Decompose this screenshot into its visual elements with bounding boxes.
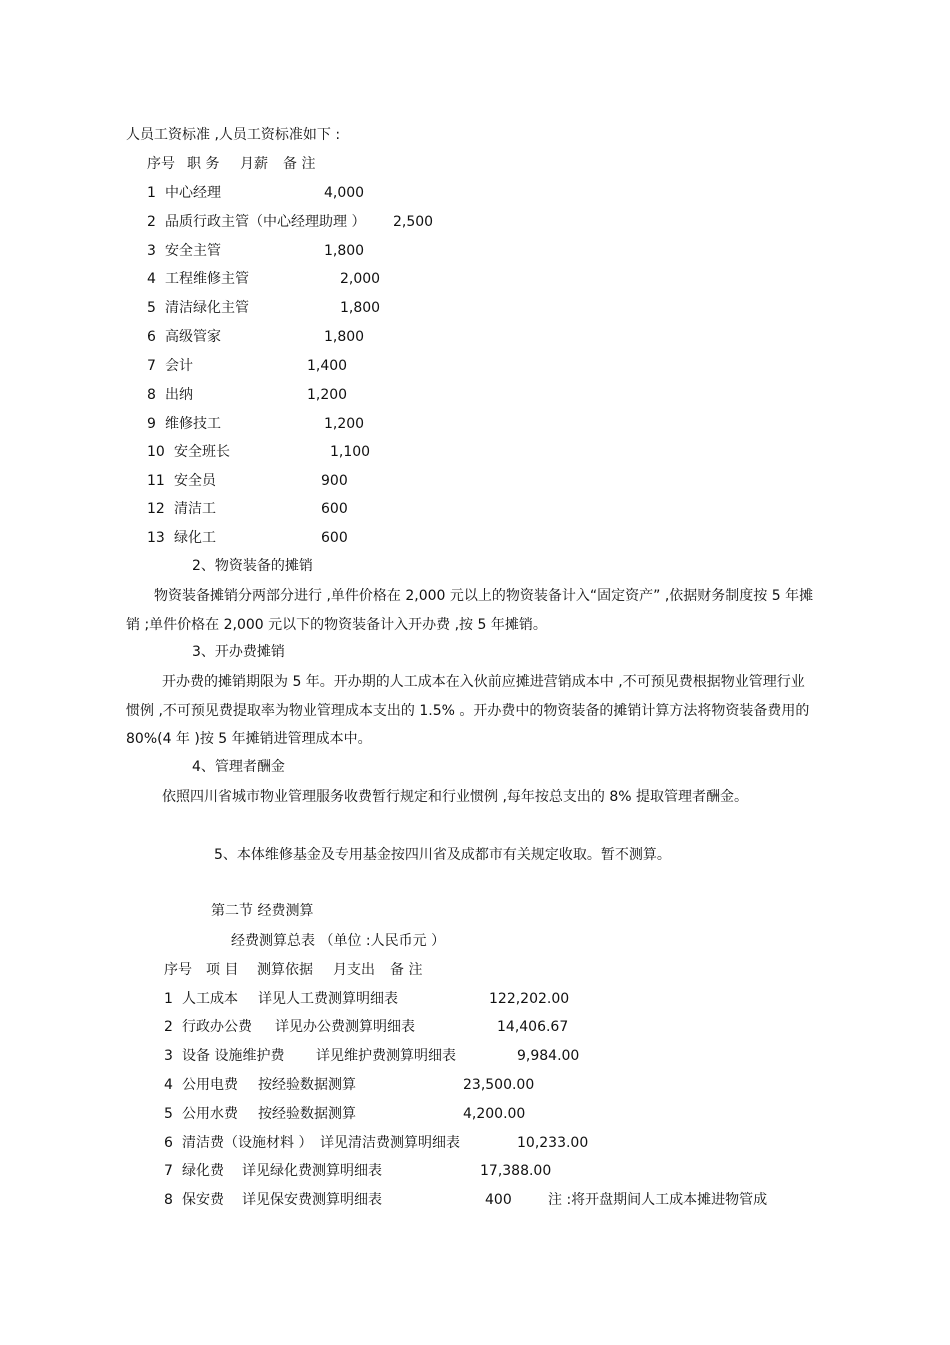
salary-row-pay: 1,800 xyxy=(324,243,365,259)
cost-row-basis: 按经验数据测算 xyxy=(258,1106,356,1122)
cost-header-note: 备 注 xyxy=(390,962,423,978)
salary-row-pay: 1,200 xyxy=(307,387,348,403)
salary-header-pay: 月薪 xyxy=(240,156,268,172)
cost-row-item: 清洁费（设施材料 ） xyxy=(182,1135,313,1151)
section-body: 物资装备摊销分两部分进行 ,单件价格在 2,000 元以上的物资装备计入“固定资产” ,依据财务制度按 5 年摊销 ;单件价格在 2,000 元以下的物资装备计入开办费 ,按 5 年摊销。 xyxy=(126,588,814,633)
cost-row-amount: 122,202.00 xyxy=(489,991,570,1007)
cost-row-item: 行政办公费 xyxy=(182,1019,252,1035)
cost-row-note: 注 :将开盘期间人工成本摊进物管成 xyxy=(548,1192,768,1208)
salary-row-post: 清洁绿化主管 xyxy=(165,300,249,316)
salary-row-pay: 1,800 xyxy=(340,300,381,316)
cost-row-item: 公用电费 xyxy=(182,1077,238,1093)
salary-row-no: 11 xyxy=(147,473,165,489)
cost-row-amount: 400 xyxy=(485,1192,512,1208)
section-heading: 2、物资装备的摊销 xyxy=(192,558,313,574)
salary-row-post: 安全员 xyxy=(174,473,216,489)
cost-row-item: 保安费 xyxy=(182,1192,224,1208)
salary-row-no: 4 xyxy=(147,271,156,287)
section-heading: 3、开办费摊销 xyxy=(192,644,285,660)
salary-row-post: 出纳 xyxy=(165,387,193,403)
cost-row-no: 4 xyxy=(164,1077,173,1093)
cost-row-basis: 详见绿化费测算明细表 xyxy=(242,1163,382,1179)
salary-intro: 人员工资标准 ,人员工资标准如下 : xyxy=(126,127,341,143)
cost-row-amount: 9,984.00 xyxy=(517,1048,580,1064)
section-body: 开办费的摊销期限为 5 年。开办期的人工成本在入伙前应摊进营销成本中 ,不可预见费根据物业管理行业惯例 ,不可预见费提取率为物业管理成本支出的 1.5% 。开办费中的物资装备的摊销计算方法将物资装备费用的 80%(4 年 )按 5 年摊销进管理成本中。 xyxy=(126,674,810,747)
cost-row-basis: 详见人工费测算明细表 xyxy=(258,991,398,1007)
cost-row-no: 5 xyxy=(164,1106,173,1122)
salary-row-pay: 2,500 xyxy=(393,214,434,230)
salary-row-no: 12 xyxy=(147,501,165,517)
salary-row-post: 中心经理 xyxy=(165,185,221,201)
salary-row-no: 13 xyxy=(147,530,165,546)
salary-row-pay: 1,800 xyxy=(324,329,365,345)
salary-row-pay: 1,100 xyxy=(330,444,371,460)
cost-row-amount: 17,388.00 xyxy=(480,1163,552,1179)
cost-header-item: 项 目 xyxy=(206,962,239,978)
cost-header-no: 序号 xyxy=(164,962,192,978)
salary-row-no: 3 xyxy=(147,243,156,259)
cost-row-no: 7 xyxy=(164,1163,173,1179)
salary-row-post: 工程维修主管 xyxy=(165,271,249,287)
section-body: 依照四川省城市物业管理服务收费暂行规定和行业惯例 ,每年按总支出的 8% 提取管理者酬金。 xyxy=(162,789,749,805)
cost-row-no: 1 xyxy=(164,991,173,1007)
salary-row-pay: 600 xyxy=(321,530,348,546)
salary-row-post: 安全班长 xyxy=(174,444,230,460)
salary-row-pay: 2,000 xyxy=(340,271,381,287)
salary-row-pay: 1,200 xyxy=(324,416,365,432)
cost-row-no: 6 xyxy=(164,1135,173,1151)
salary-row-no: 2 xyxy=(147,214,156,230)
salary-row-no: 1 xyxy=(147,185,156,201)
salary-row-post: 绿化工 xyxy=(174,530,216,546)
cost-row-basis: 按经验数据测算 xyxy=(258,1077,356,1093)
cost-row-item: 设备 设施维护费 xyxy=(182,1048,285,1064)
salary-header-no: 序号 xyxy=(147,156,175,172)
cost-row-item: 人工成本 xyxy=(182,991,238,1007)
cost-row-item: 公用水费 xyxy=(182,1106,238,1122)
cost-header-amount: 月支出 xyxy=(333,962,375,978)
salary-row-post: 品质行政主管（中心经理助理 ） xyxy=(165,214,366,230)
cost-row-basis: 详见清洁费测算明细表 xyxy=(320,1135,460,1151)
salary-row-post: 清洁工 xyxy=(174,501,216,517)
cost-row-amount: 10,233.00 xyxy=(517,1135,589,1151)
cost-row-no: 2 xyxy=(164,1019,173,1035)
salary-row-pay: 900 xyxy=(321,473,348,489)
cost-row-amount: 23,500.00 xyxy=(463,1077,535,1093)
salary-row-post: 高级管家 xyxy=(165,329,221,345)
section-note: 5、本体维修基金及专用基金按四川省及成都市有关规定收取。暂不测算。 xyxy=(214,847,671,863)
cost-row-basis: 详见保安费测算明细表 xyxy=(242,1192,382,1208)
salary-header-note: 备 注 xyxy=(283,156,316,172)
salary-row-post: 会计 xyxy=(165,358,193,374)
cost-row-basis: 详见维护费测算明细表 xyxy=(316,1048,456,1064)
salary-row-no: 7 xyxy=(147,358,156,374)
salary-row-no: 9 xyxy=(147,416,156,432)
cost-row-amount: 14,406.67 xyxy=(497,1019,569,1035)
salary-row-no: 10 xyxy=(147,444,165,460)
salary-row-no: 5 xyxy=(147,300,156,316)
cost-row-no: 3 xyxy=(164,1048,173,1064)
cost-row-amount: 4,200.00 xyxy=(463,1106,526,1122)
salary-header-post: 职 务 xyxy=(187,156,220,172)
cost-row-basis: 详见办公费测算明细表 xyxy=(275,1019,415,1035)
cost-row-no: 8 xyxy=(164,1192,173,1208)
table-title: 经费测算总表 （单位 :人民币元 ） xyxy=(231,933,446,949)
section-heading: 4、管理者酬金 xyxy=(192,759,285,775)
salary-row-pay: 1,400 xyxy=(307,358,348,374)
salary-row-pay: 600 xyxy=(321,501,348,517)
salary-row-pay: 4,000 xyxy=(324,185,365,201)
cost-row-item: 绿化费 xyxy=(182,1163,224,1179)
salary-row-post: 维修技工 xyxy=(165,416,221,432)
salary-row-no: 8 xyxy=(147,387,156,403)
salary-row-no: 6 xyxy=(147,329,156,345)
cost-header-basis: 测算依据 xyxy=(257,962,313,978)
section-title: 第二节 经费测算 xyxy=(211,903,314,919)
salary-row-post: 安全主管 xyxy=(165,243,221,259)
